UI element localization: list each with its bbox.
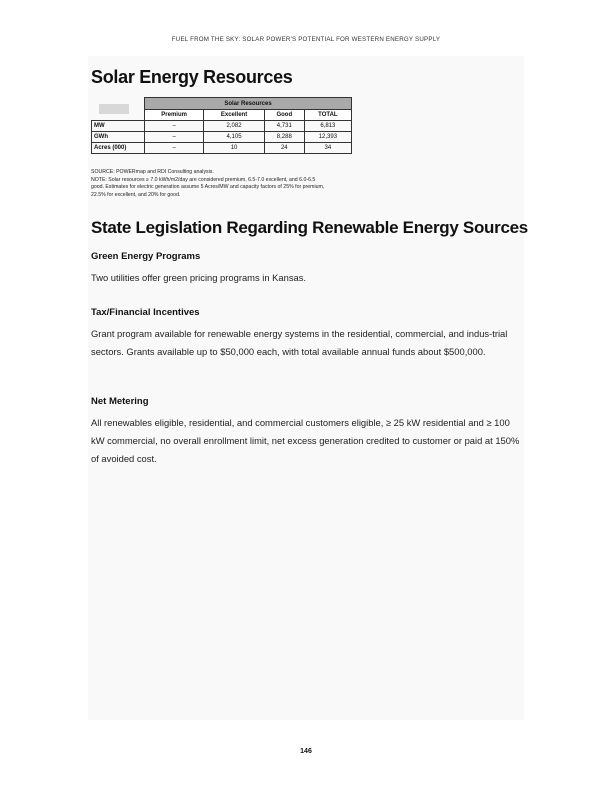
table-corner-cell xyxy=(92,98,145,121)
section-title-solar-resources: Solar Energy Resources xyxy=(91,67,293,87)
page-number: 146 xyxy=(300,748,312,755)
table-group-header-row xyxy=(92,98,352,110)
table-cell: 4,731 xyxy=(264,121,304,132)
table-group-header: Solar Resources xyxy=(145,98,352,110)
section-title-state-legislation: State Legislation Regarding Renewable Energy Sources xyxy=(91,218,528,237)
paragraph-tax-financial-incentives: Grant program available for renewable energy systems in the residential, commercial, and indus-trial sectors. Grants available up to $50,000 each, with total available annual funds about $500,000. xyxy=(91,328,508,357)
table-cell: 6,813 xyxy=(304,121,351,132)
paragraph-green-energy-programs: Two utilities offer green pricing programs in Kansas. xyxy=(91,272,307,283)
running-head: FUEL FROM THE SKY: SOLAR POWER'S POTENTIAL FOR WESTERN ENERGY SUPPLY xyxy=(171,36,441,43)
source-note: SOURCE: POWERmap and RDI Consulting analysis. xyxy=(91,169,214,175)
column-header-excellent: Excellent xyxy=(204,110,265,121)
note-line: NOTE: Solar resources ≥ 7.0 kWh/m2/day are considered premium, 6.5-7.0 excellent, and 6.0-6.5 xyxy=(91,176,316,183)
subheading-tax-financial-incentives: Tax/Financial Incentives xyxy=(91,307,200,318)
row-label-mw: MW xyxy=(92,121,145,132)
subheading-green-energy-programs: Green Energy Programs xyxy=(91,251,201,262)
note-line: 22.5% for excellent, and 20% for good. xyxy=(91,191,181,198)
table-row xyxy=(92,143,352,154)
table-cell: 12,393 xyxy=(304,132,351,143)
table-cell: 4,105 xyxy=(204,132,265,143)
table-cell: 10 xyxy=(204,143,265,154)
content-background xyxy=(88,56,524,720)
table-cell: – xyxy=(145,121,204,132)
table-cell: 24 xyxy=(264,143,304,154)
subheading-net-metering: Net Metering xyxy=(91,396,149,407)
paragraph-net-metering: All renewables eligible, residential, and commercial customers eligible, ≥ 25 kW residential and ≥ 100 kW commercial, no overall enrollment limit, net excess generation credited to customer or paid at 150% of avoided cost. xyxy=(91,417,520,464)
table-cell: – xyxy=(145,143,204,154)
row-label-acres: Acres (000) xyxy=(92,143,145,154)
table-cell: 34 xyxy=(304,143,351,154)
note-line: good. Estimates for electric generation assume 5 Acres/MW and capacity factors of 25% for premium, xyxy=(91,184,325,190)
table-row xyxy=(92,121,352,132)
table-notes xyxy=(91,169,371,199)
table-row xyxy=(92,132,352,143)
column-header-good: Good xyxy=(264,110,304,121)
column-header-total: TOTAL xyxy=(304,110,351,121)
row-label-gwh: GWh xyxy=(92,132,145,143)
table-cell: – xyxy=(145,132,204,143)
table-cell: 2,082 xyxy=(204,121,265,132)
column-header-premium: Premium xyxy=(145,110,204,121)
table-cell: 8,288 xyxy=(264,132,304,143)
solar-resources-table xyxy=(91,97,352,154)
